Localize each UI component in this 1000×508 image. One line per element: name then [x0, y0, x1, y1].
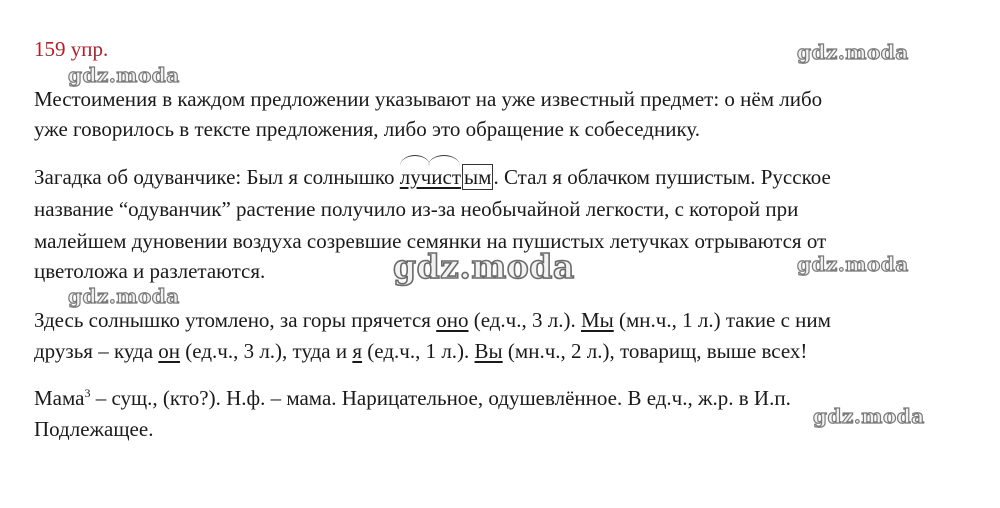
- pronoun-underlined: Вы: [474, 339, 503, 363]
- text-line: [34, 385, 791, 411]
- morpheme-word: [400, 164, 494, 190]
- text-fragment: (ед.ч., 1 л.).: [362, 339, 475, 363]
- watermark-logo: gdz.moda: [797, 40, 909, 64]
- text-line: уже говорилось в тексте предложения, либо это обращение к собеседнику.: [34, 117, 701, 141]
- watermark-logo: gdz.moda: [393, 247, 575, 286]
- pronoun-underlined: я: [352, 339, 363, 363]
- text-fragment: (ед.ч., 3 л.).: [468, 308, 581, 332]
- text-fragment: . Стал я облачком пушистым. Русское: [493, 165, 831, 189]
- text-line: цветоложа и разлетаются.: [34, 259, 266, 283]
- text-line: Местоимения в каждом предложении указывают на уже известный предмет: о нём либо: [34, 87, 823, 111]
- pronoun-underlined: Мы: [580, 308, 614, 332]
- watermark-logo: gdz.moda: [68, 63, 180, 87]
- text-fragment: Загадка об одуванчике: Был я солнышко: [34, 165, 400, 189]
- text-line: [34, 164, 831, 190]
- watermark-logo: gdz.moda: [68, 284, 180, 308]
- text-line: название “одуванчик” растение получило из-за необычайной легкости, с которой при: [34, 197, 799, 221]
- watermark-logo: gdz.moda: [813, 404, 925, 428]
- text-fragment: Здесь солнышко утомлено, за горы прячется: [34, 308, 437, 332]
- text-fragment: (мн.ч., 2 л.), товарищ, выше всех!: [502, 339, 808, 363]
- analysed-word: Мама: [34, 386, 85, 410]
- word-ending-box: ым: [464, 165, 492, 189]
- word-stem: лучист: [399, 165, 462, 189]
- pronoun-underlined: он: [158, 339, 181, 363]
- text-fragment: друзья – куда: [34, 339, 159, 363]
- text-line: Подлежащее.: [34, 417, 154, 441]
- text-fragment: (ед.ч., 3 л.), туда и: [180, 339, 353, 363]
- text-fragment: (мн.ч., 1 л.) такие с ним: [613, 308, 831, 332]
- watermark-logo: gdz.moda: [797, 252, 909, 276]
- text-line: [34, 307, 831, 333]
- pronoun-underlined: оно: [436, 308, 469, 332]
- text-line: малейшем дуновении воздуха созревшие семянки на пушистых летучках отрываются от: [34, 229, 827, 253]
- text-line: [34, 338, 807, 364]
- text-fragment: – сущ., (кто?). Н.ф. – мама. Нарицательное, одушевлённое. В ед.ч., ж.р. в И.п.: [90, 386, 791, 410]
- exercise-heading: 159 упр.: [34, 37, 109, 61]
- analysis-number: 3: [84, 386, 91, 400]
- suffix-arc: [428, 155, 460, 166]
- root-arc: [400, 155, 430, 166]
